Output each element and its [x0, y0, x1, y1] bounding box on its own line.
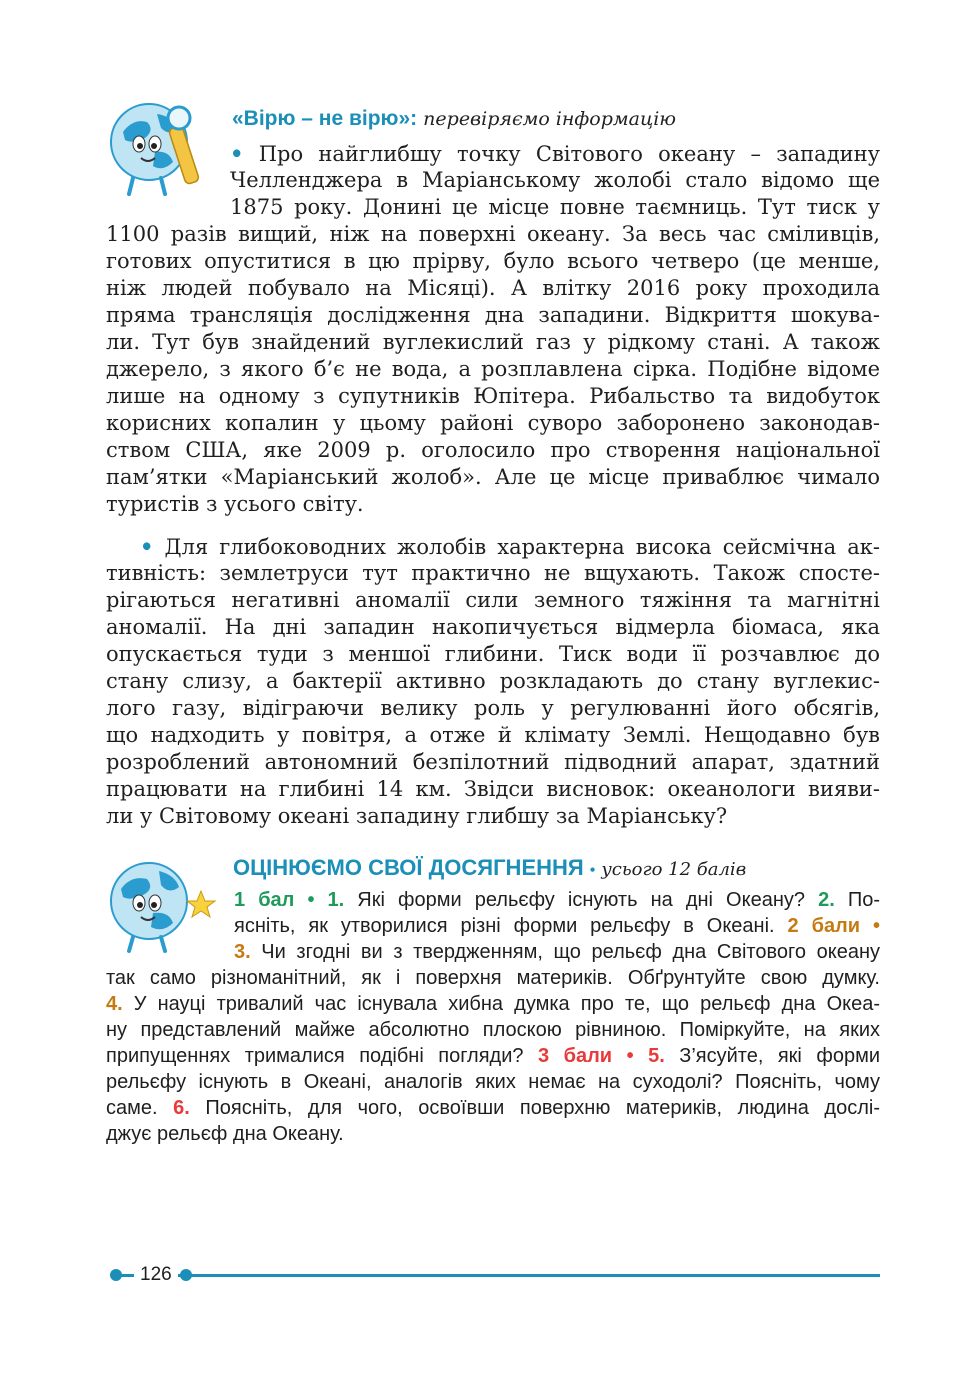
bullet-icon: • — [230, 141, 244, 166]
bullet-icon: • — [140, 534, 154, 559]
paragraph-deep-trenches: • Для глибоководних жолобів характерна висока сейсмічна ак- тивність: землетруси тут практично не вщухають. Також спосте- рігаються негативні аномалії сили земного тяжіння та магнітні аномалії. На дні западин накопичується відмерла біомаса, яка опускається туди з меншої глибини. Тиск води її розчавлює до стану слизу, а бактерії активно розкладають до стану вуглекис- лого газу, відіграючи велику роль у регулюванні його обсягів, що надходить у повітря, а отже й клімату Землі. Нещодавно був розроблений автономний безпілотний підводний апарат, здатний працювати на глибині 14 км. Звідси висновок: океанологи вияви- ли у Світовому океані западину глибшу за Маріанську? — [106, 534, 880, 828]
page-number: 126 — [134, 1262, 178, 1288]
footer-dot-icon — [110, 1269, 122, 1281]
assessment-questions: 1 бал • 1. Які форми рельєфу існують на дні Океану? 2. По- ясніть, як утворилися різні форми рельєфу в Океані. 2 бали • 3. Чи згодні ви з твердженням, що рельєф дна Світового океану так само різноманітний, як і поверхня материків. Обґрунтуйте свою думку. 4. У науці тривалий час існувала хибна думка про те, що рельєф дна Океа- ну представлений майже абсолютно плоскою рівниною. Поміркуйте, на яких припущеннях трималися подібні погляди? 3 бали • 5. З’ясуйте, які форми рельєфу існують в Океані, аналогів яких немає на суходолі? Поясніть, чому саме. 6. Поясніть, для чого, освоївши поверхню материків, людина дослі- джує рельєф дна Океану. — [106, 889, 880, 1145]
footer-dot-icon — [180, 1269, 192, 1281]
paragraph-marianas-trench: • Про найглибшу точку Світового океану – западину Челленджера в Маріанському жолобі стало відомо ще 1875 року. Донині це місце повне таємниць. Тут тиск у 1100 разів вищий, ніж на поверхні океану. За весь час сміливців, готових опуститися в цю прірву, було всього четверо (це менше, ніж людей побувало на Місяці). А влітку 2016 року проходила пряма трансляція дослідження дна западини. Відкриття шокува- ли. Тут був знайдений вуглекислий газ у рідкому стані. А також джерело, з якого б’є не вода, а розплавлена сірка. Подібне відоме лише на одному з супутників Юпітера. Рибальство та видобуток корисних копалин у цьому районі суворо заборонено законодав- ством США, яке 2009 р. оголосило про створення національної пам’ятки «Маріанський жолоб». Але це місце приваблює чимало туристів з усього світу. — [106, 141, 880, 516]
footer-rule — [112, 1274, 880, 1277]
section-heading-belief-check: «Вірю – не вірю»: перевіряємо інформацію — [232, 107, 677, 130]
bullet-icon: • — [589, 862, 596, 879]
section-heading-achievements: ОЦІНЮЄМО СВОЇ ДОСЯГНЕННЯ • усього 12 балів — [233, 855, 747, 880]
